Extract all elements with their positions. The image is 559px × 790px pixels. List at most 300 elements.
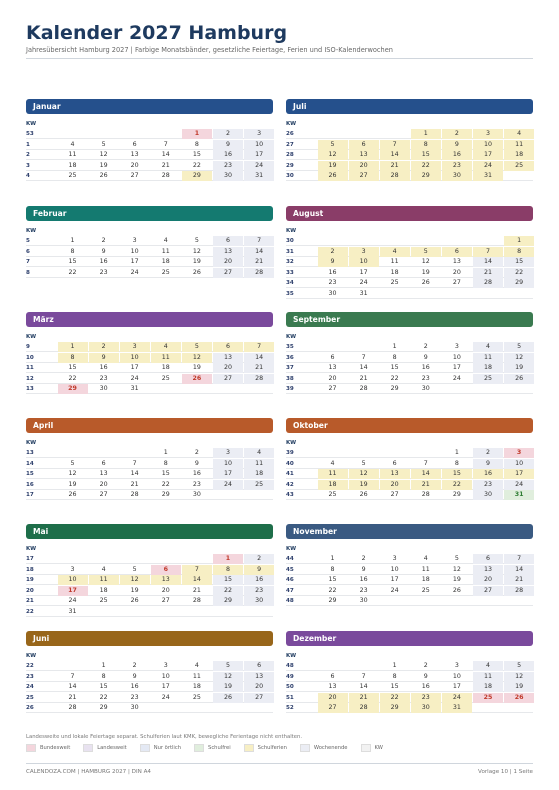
month-header: September: [286, 312, 533, 327]
day-cell: 14: [380, 150, 410, 160]
week-row: [286, 278, 533, 288]
day-cell: 19: [213, 682, 243, 692]
month-mai: [26, 524, 273, 617]
day-cell: 12: [452, 565, 461, 573]
day-cell: 18: [161, 364, 170, 371]
empty-cell: [349, 661, 379, 671]
legend-swatch: [83, 744, 93, 752]
day-cell: 14: [411, 469, 441, 479]
day-cell: 25: [328, 491, 337, 498]
day-cell: 17: [504, 469, 534, 479]
day-cell: 29: [99, 704, 108, 711]
week-row: [26, 459, 273, 469]
day-cell: 16: [99, 364, 108, 371]
day-cell: 5: [194, 237, 199, 244]
day-cell: 22: [68, 268, 77, 276]
day-cell: 3: [392, 555, 397, 562]
week-number: 21: [26, 598, 34, 604]
day-cell: 20: [130, 161, 139, 169]
week-row: [286, 342, 533, 352]
month-days-grid: [26, 546, 273, 617]
week-number: 30: [286, 238, 294, 244]
empty-cell: [411, 596, 441, 606]
day-cell: 27: [328, 385, 337, 392]
week-row: [286, 150, 533, 160]
empty-cell: [182, 554, 212, 564]
day-cell: 31: [359, 289, 368, 297]
day-cell: 23: [244, 586, 274, 596]
day-cell: 11: [151, 353, 181, 363]
day-cell: 14: [68, 683, 77, 690]
week-row: [286, 257, 533, 267]
week-number: 50: [286, 684, 294, 690]
week-number: 23: [26, 673, 34, 680]
month-days-grid: [26, 121, 273, 182]
day-cell: 31: [504, 490, 534, 500]
kw-header: KW: [26, 228, 37, 234]
day-cell: 8: [454, 459, 459, 467]
week-row: [286, 596, 533, 606]
month-days-grid: [26, 440, 273, 501]
day-cell: 28: [349, 703, 379, 713]
day-cell: 29: [328, 597, 337, 604]
day-cell: 20: [213, 363, 243, 373]
day-cell: 5: [361, 459, 366, 467]
day-cell: 18: [473, 363, 503, 373]
month-oktober: [286, 418, 533, 501]
day-cell: 17: [473, 150, 503, 160]
empty-cell: [380, 448, 410, 458]
empty-cell: [380, 236, 410, 246]
week-number: 42: [286, 481, 294, 488]
week-row: [26, 247, 273, 257]
day-cell: 7: [70, 672, 75, 680]
day-cell: 25: [504, 161, 534, 171]
day-cell: 22: [192, 161, 201, 169]
kw-header: KW: [286, 121, 297, 127]
day-cell: 23: [421, 374, 430, 382]
week-number: 10: [26, 354, 34, 361]
footer-left: CALENDOZA.COM | HAMBURG 2027 | DIN A4: [26, 769, 151, 775]
week-row: [26, 384, 273, 394]
day-cell: 15: [99, 683, 108, 690]
day-cell: 21: [130, 480, 139, 488]
day-cell: 2: [213, 129, 243, 139]
day-cell: 24: [359, 279, 368, 286]
day-cell: 23: [192, 480, 201, 488]
week-row: [286, 703, 533, 713]
footer-divider: [26, 763, 533, 764]
week-row: [26, 586, 273, 596]
day-cell: 28: [68, 704, 77, 711]
empty-cell: [318, 448, 348, 458]
day-cell: 9: [213, 140, 243, 150]
week-row: [26, 161, 273, 171]
week-number: 22: [26, 663, 34, 669]
day-cell: 13: [99, 470, 108, 477]
empty-cell: [473, 289, 503, 299]
empty-cell: [151, 703, 181, 713]
day-cell: 14: [182, 575, 212, 585]
day-cell: 12: [213, 672, 243, 682]
week-number: 1: [26, 141, 30, 148]
day-cell: 9: [361, 565, 366, 573]
day-cell: 17: [452, 683, 461, 690]
day-cell: 2: [132, 662, 137, 669]
day-cell: 30: [473, 490, 503, 500]
day-cell: 30: [359, 597, 368, 604]
day-cell: 21: [380, 161, 410, 171]
week-row: [286, 554, 533, 564]
day-cell: 5: [454, 555, 459, 562]
day-cell: 26: [182, 374, 212, 384]
week-number: 8: [26, 269, 30, 276]
empty-cell: [473, 703, 503, 713]
day-cell: 21: [161, 161, 170, 169]
legend-item: [83, 744, 126, 752]
empty-cell: [244, 384, 274, 394]
day-cell: 2: [423, 662, 428, 669]
day-cell: 23: [213, 161, 243, 171]
day-cell: 18: [68, 161, 77, 169]
day-cell: 16: [192, 470, 201, 477]
day-cell: 18: [390, 268, 399, 276]
day-cell: 14: [359, 683, 368, 690]
empty-cell: [120, 129, 150, 139]
day-cell: 15: [442, 469, 472, 479]
day-cell: 2: [318, 247, 348, 257]
legend-label: KW: [374, 745, 383, 751]
day-cell: 11: [89, 575, 119, 585]
day-cell: 10: [390, 565, 399, 573]
empty-cell: [244, 490, 274, 500]
day-cell: 9: [89, 353, 119, 363]
empty-cell: [442, 596, 472, 606]
day-cell: 26: [452, 586, 461, 594]
day-cell: 4: [380, 247, 410, 257]
kw-header: KW: [26, 121, 37, 127]
day-cell: 11: [161, 247, 170, 255]
day-cell: 17: [130, 258, 139, 265]
day-cell: 2: [194, 449, 199, 456]
legend-label: Schulfrei: [208, 745, 231, 751]
day-cell: 23: [442, 161, 472, 171]
day-cell: 25: [192, 693, 201, 701]
day-cell: 27: [213, 268, 243, 278]
day-cell: 11: [244, 459, 274, 469]
day-cell: 10: [349, 257, 379, 267]
month-september: [286, 312, 533, 395]
day-cell: 6: [330, 672, 335, 680]
day-cell: 14: [161, 151, 170, 158]
day-cell: 8: [392, 672, 397, 680]
day-cell: 9: [132, 672, 137, 680]
kw-header: KW: [26, 546, 37, 552]
week-number: 2: [26, 152, 30, 158]
day-cell: 2: [473, 448, 503, 458]
day-cell: 14: [504, 565, 534, 575]
week-row: [286, 448, 533, 458]
day-cell: 20: [473, 575, 503, 585]
week-row: [26, 672, 273, 682]
day-cell: 4: [70, 140, 75, 148]
week-row: [286, 672, 533, 682]
week-number: 46: [286, 577, 294, 583]
day-cell: 23: [359, 586, 368, 594]
day-cell: 10: [130, 247, 139, 255]
day-cell: 12: [504, 672, 534, 682]
empty-cell: [58, 448, 88, 458]
month-header: Mai: [26, 524, 273, 539]
week-row: [26, 268, 273, 278]
week-row: [26, 480, 273, 490]
day-cell: 8: [392, 353, 397, 361]
day-cell: 28: [473, 278, 503, 288]
day-cell: 15: [328, 576, 337, 583]
day-cell: 21: [68, 693, 77, 701]
legend-label: Wochenende: [313, 745, 348, 751]
legend-swatch: [300, 744, 310, 752]
month-days-grid: [26, 228, 273, 278]
day-cell: 24: [390, 586, 399, 594]
empty-cell: [442, 384, 472, 394]
day-cell: 8: [70, 247, 75, 255]
day-cell: 27: [213, 374, 243, 384]
day-cell: 25: [99, 597, 108, 604]
kw-header: KW: [286, 653, 297, 659]
week-number: 43: [286, 492, 294, 498]
day-cell: 21: [359, 374, 368, 382]
kw-header: KW: [286, 546, 297, 552]
day-cell: 8: [58, 353, 88, 363]
legend-swatch: [140, 744, 150, 752]
week-number: 34: [286, 280, 294, 286]
day-cell: 16: [359, 576, 368, 583]
week-number: 39: [286, 386, 294, 392]
day-cell: 17: [452, 364, 461, 371]
empty-cell: [182, 384, 212, 394]
day-cell: 13: [213, 353, 243, 363]
day-cell: 24: [130, 268, 139, 276]
month-august: [286, 206, 533, 299]
day-cell: 21: [473, 268, 503, 278]
empty-cell: [89, 448, 119, 458]
empty-cell: [182, 703, 212, 713]
week-number: 30: [286, 173, 294, 179]
day-cell: 20: [452, 268, 461, 276]
kw-header: KW: [26, 440, 37, 446]
day-cell: 12: [68, 470, 77, 477]
day-cell: 23: [473, 480, 503, 490]
week-row: [286, 586, 533, 596]
day-cell: 7: [361, 353, 366, 361]
month-header: Oktober: [286, 418, 533, 433]
day-cell: 25: [244, 480, 274, 490]
day-cell: 28: [380, 171, 410, 181]
week-number: 4: [26, 173, 30, 179]
day-cell: 16: [421, 364, 430, 371]
empty-cell: [504, 289, 534, 299]
week-number: 45: [286, 566, 294, 573]
day-cell: 2: [361, 555, 366, 562]
week-number: 26: [286, 131, 294, 137]
week-number: 47: [286, 587, 294, 594]
day-cell: 19: [318, 161, 348, 171]
day-cell: 18: [504, 150, 534, 160]
day-cell: 25: [390, 279, 399, 286]
week-row: [26, 342, 273, 352]
day-cell: 28: [421, 491, 430, 498]
day-cell: 5: [504, 661, 534, 671]
day-cell: 9: [244, 565, 274, 575]
day-cell: 6: [213, 342, 243, 352]
day-cell: 18: [99, 586, 108, 594]
legend-swatch: [194, 744, 204, 752]
week-number: 51: [286, 694, 294, 701]
empty-cell: [442, 289, 472, 299]
day-cell: 22: [411, 161, 441, 171]
empty-cell: [504, 171, 534, 181]
day-cell: 4: [163, 237, 168, 244]
day-cell: 3: [504, 448, 534, 458]
day-cell: 30: [130, 704, 139, 711]
day-cell: 9: [473, 459, 503, 469]
empty-cell: [380, 596, 410, 606]
legend-label: Bundesweit: [40, 745, 71, 751]
day-cell: 12: [99, 151, 108, 158]
day-cell: 19: [452, 576, 461, 583]
week-number: 53: [26, 131, 34, 137]
day-cell: 4: [194, 662, 199, 669]
week-number: 39: [286, 450, 294, 456]
day-cell: 9: [442, 140, 472, 150]
day-cell: 6: [132, 140, 137, 148]
week-number: 13: [26, 450, 34, 456]
day-cell: 26: [192, 268, 201, 276]
empty-cell: [504, 703, 534, 713]
empty-cell: [89, 554, 119, 564]
day-cell: 22: [213, 586, 243, 596]
day-cell: 6: [101, 459, 106, 467]
empty-cell: [58, 554, 88, 564]
day-cell: 10: [452, 672, 461, 680]
day-cell: 6: [392, 459, 397, 467]
empty-cell: [244, 703, 274, 713]
day-cell: 4: [473, 342, 503, 352]
day-cell: 28: [161, 172, 170, 179]
day-cell: 27: [318, 703, 348, 713]
day-cell: 11: [473, 672, 503, 682]
day-cell: 19: [504, 682, 534, 692]
day-cell: 3: [473, 129, 503, 139]
month-märz: [26, 312, 273, 395]
week-row: [286, 384, 533, 394]
day-cell: 10: [473, 140, 503, 150]
day-cell: 24: [442, 693, 472, 703]
day-cell: 31: [130, 385, 139, 392]
empty-cell: [120, 607, 150, 617]
footer-right: Vorlage 10 | 1 Seite: [478, 769, 533, 775]
day-cell: 10: [120, 353, 150, 363]
empty-cell: [411, 448, 441, 458]
day-cell: 29: [380, 703, 410, 713]
day-cell: 22: [504, 268, 534, 278]
day-cell: 11: [192, 672, 201, 680]
day-cell: 24: [452, 374, 461, 382]
day-cell: 11: [421, 565, 430, 573]
week-number: 14: [26, 460, 34, 467]
day-cell: 1: [58, 342, 88, 352]
kw-header: KW: [26, 334, 37, 340]
day-cell: 24: [213, 480, 243, 490]
month-dezember: [286, 631, 533, 714]
week-row: [26, 129, 273, 139]
day-cell: 27: [349, 171, 379, 181]
legend-swatch: [26, 744, 36, 752]
empty-cell: [213, 384, 243, 394]
month-days-grid: [286, 334, 533, 395]
empty-cell: [380, 129, 410, 139]
day-cell: 3: [244, 129, 274, 139]
empty-cell: [349, 236, 379, 246]
day-cell: 18: [192, 683, 201, 690]
day-cell: 5: [318, 140, 348, 150]
day-cell: 26: [130, 597, 139, 604]
day-cell: 25: [161, 268, 170, 276]
day-cell: 12: [349, 469, 379, 479]
empty-cell: [151, 384, 181, 394]
day-cell: 11: [390, 258, 399, 265]
day-cell: 16: [442, 150, 472, 160]
week-number: 35: [286, 290, 294, 297]
day-cell: 9: [423, 672, 428, 680]
day-cell: 4: [423, 555, 428, 562]
day-cell: 22: [380, 693, 410, 703]
day-cell: 13: [349, 150, 379, 160]
empty-cell: [58, 129, 88, 139]
week-row: [286, 140, 533, 150]
day-cell: 7: [361, 672, 366, 680]
month-days-grid: [26, 653, 273, 714]
month-days-grid: [286, 546, 533, 607]
month-header: Februar: [26, 206, 273, 221]
kw-header: KW: [286, 440, 297, 446]
week-number: 13: [26, 386, 34, 392]
week-number: 52: [286, 705, 294, 711]
week-row: [26, 236, 273, 246]
day-cell: 8: [330, 565, 335, 573]
day-cell: 21: [504, 575, 534, 585]
week-number: 29: [286, 162, 294, 169]
day-cell: 12: [120, 575, 150, 585]
empty-cell: [151, 129, 181, 139]
day-cell: 24: [68, 597, 77, 604]
month-days-grid: [286, 440, 533, 501]
footnote: Landesweite und lokale Feiertage separat. Schulferien laut KMK, bewegliche Ferientage nicht enthalten.: [26, 734, 303, 740]
day-cell: 13: [380, 469, 410, 479]
week-number: 27: [286, 141, 294, 148]
day-cell: 3: [454, 343, 459, 350]
day-cell: 11: [318, 469, 348, 479]
week-number: 15: [26, 471, 34, 477]
empty-cell: [213, 703, 243, 713]
empty-cell: [473, 236, 503, 246]
empty-cell: [473, 596, 503, 606]
day-cell: 24: [473, 161, 503, 171]
day-cell: 19: [504, 363, 534, 373]
day-cell: 17: [130, 364, 139, 371]
legend-swatch: [361, 744, 371, 752]
